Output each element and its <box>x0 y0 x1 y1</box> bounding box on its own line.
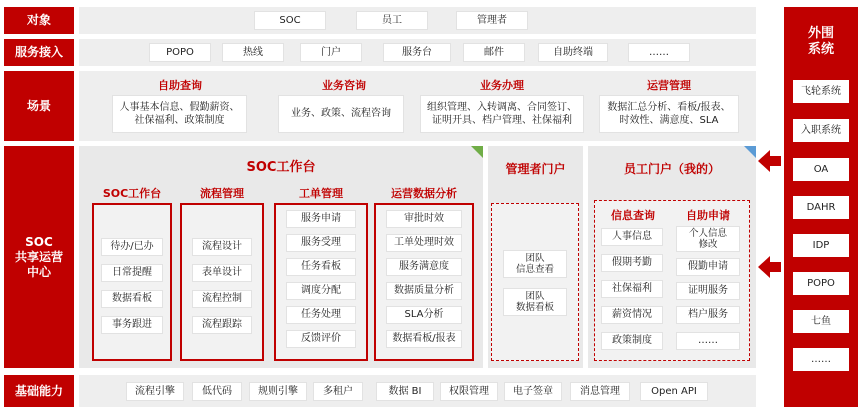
soc-col-item: 服务申请 <box>286 210 356 228</box>
service-item-kiosk: 自助终端 <box>538 43 608 62</box>
base-item: Open API <box>640 382 708 401</box>
employee-col-item: 证明服务 <box>676 282 740 300</box>
arrow-left-icon <box>758 148 782 174</box>
base-item: 低代码 <box>192 382 242 401</box>
external-item: 飞轮系统 <box>793 80 849 103</box>
soc-col-title-workbench: SOC工作台 <box>102 187 162 200</box>
soc-col-item: 审批时效 <box>386 210 462 228</box>
scene-title-consult: 业务咨询 <box>322 79 366 92</box>
arrow-left-icon <box>758 254 782 280</box>
employee-col-item: 薪资情况 <box>601 306 663 324</box>
employee-col-title-info: 信息查询 <box>611 209 655 222</box>
service-item-hotline: 热线 <box>222 43 284 62</box>
external-item: IDP <box>793 234 849 257</box>
external-systems-title: 外围 系统 <box>807 26 834 58</box>
row-label-object: 对象 <box>4 7 74 34</box>
soc-col-item: 流程设计 <box>192 238 252 256</box>
row-label-service: 服务接入 <box>4 39 74 66</box>
manager-portal-title: 管理者门户 <box>505 162 566 176</box>
object-item-employee: 员工 <box>356 11 428 30</box>
employee-col-item: 假期考勤 <box>601 254 663 272</box>
soc-col-item: 数据看板 <box>101 290 163 308</box>
scene-text-ops: 数据汇总分析、看板/报表、 时效性、满意度、SLA <box>599 95 739 133</box>
soc-col-item: 反馈评价 <box>286 330 356 348</box>
base-item: 电子签章 <box>504 382 562 401</box>
soc-col-item: 服务受理 <box>286 234 356 252</box>
external-item: POPO <box>793 272 849 295</box>
row-label-scene: 场景 <box>4 71 74 141</box>
soc-col-item: 工单处理时效 <box>386 234 462 252</box>
scene-text-self-query: 人事基本信息、假勤薪资、 社保福利、政策制度 <box>112 95 247 133</box>
external-item: 七鱼 <box>793 310 849 333</box>
scene-text-consult: 业务、政策、流程咨询 <box>278 95 404 133</box>
base-item: 流程引擎 <box>126 382 184 401</box>
service-item-popo: POPO <box>149 43 211 62</box>
external-item: OA <box>793 158 849 181</box>
manager-portal-item: 团队 数据看板 <box>503 288 567 316</box>
corner-marker-blue <box>744 146 756 158</box>
base-item: 多租户 <box>313 382 363 401</box>
soc-col-item: 流程跟踪 <box>192 316 252 334</box>
employee-col-item: 档户服务 <box>676 306 740 324</box>
soc-col-item: 任务处理 <box>286 306 356 324</box>
object-item-soc: SOC <box>254 11 326 30</box>
scene-text-handling: 组织管理、入转调离、合同签订、 证明开具、档户管理、社保福利 <box>420 95 584 133</box>
row-label-soc: SOC 共享运营 中心 <box>4 146 74 368</box>
soc-col-title-ticket: 工单管理 <box>299 187 343 200</box>
employee-col-item: 个人信息 修改 <box>676 226 740 252</box>
soc-col-item: 表单设计 <box>192 264 252 282</box>
scene-title-ops: 运营管理 <box>647 79 691 92</box>
soc-col-item: 任务看板 <box>286 258 356 276</box>
external-item: DAHR <box>793 196 849 219</box>
soc-col-item: 事务跟进 <box>101 316 163 334</box>
row-label-base: 基础能力 <box>4 375 74 407</box>
employee-col-item: 社保福利 <box>601 280 663 298</box>
employee-col-item: …… <box>676 332 740 350</box>
soc-col-box-process <box>180 203 264 361</box>
employee-col-item: 人事信息 <box>601 228 663 246</box>
scene-title-handling: 业务办理 <box>480 79 524 92</box>
external-item: …… <box>793 348 849 371</box>
service-item-service-desk: 服务台 <box>383 43 451 62</box>
soc-col-title-ops-analysis: 运营数据分析 <box>391 187 457 200</box>
scene-title-self-query: 自助查询 <box>158 79 202 92</box>
external-item: 入职系统 <box>793 119 849 142</box>
soc-col-item: 日常提醒 <box>101 264 163 282</box>
soc-col-item: 调度分配 <box>286 282 356 300</box>
base-item: 规则引擎 <box>249 382 307 401</box>
soc-col-item: 流程控制 <box>192 290 252 308</box>
service-item-more: …… <box>628 43 690 62</box>
employee-col-item: 政策制度 <box>601 332 663 350</box>
base-item: 数据 BI <box>376 382 434 401</box>
manager-portal-item: 团队 信息查看 <box>503 250 567 278</box>
soc-col-title-process: 流程管理 <box>200 187 244 200</box>
base-item: 消息管理 <box>570 382 630 401</box>
soc-col-item: 服务满意度 <box>386 258 462 276</box>
service-item-portal: 门户 <box>300 43 362 62</box>
soc-col-item: 数据看板/报表 <box>386 330 462 348</box>
soc-col-item: 待办/已办 <box>101 238 163 256</box>
object-item-manager: 管理者 <box>456 11 528 30</box>
soc-workbench-title: SOC工作台 <box>246 160 316 175</box>
base-item: 权限管理 <box>440 382 498 401</box>
soc-col-item: 数据质量分析 <box>386 282 462 300</box>
service-item-email: 邮件 <box>463 43 525 62</box>
soc-col-item: SLA分析 <box>386 306 462 324</box>
employee-col-title-self-apply: 自助申请 <box>686 209 730 222</box>
soc-col-box-workbench <box>92 203 172 361</box>
employee-portal-title: 员工门户（我的） <box>623 162 720 176</box>
manager-portal-box <box>491 203 579 361</box>
employee-col-item: 假勤申请 <box>676 258 740 276</box>
